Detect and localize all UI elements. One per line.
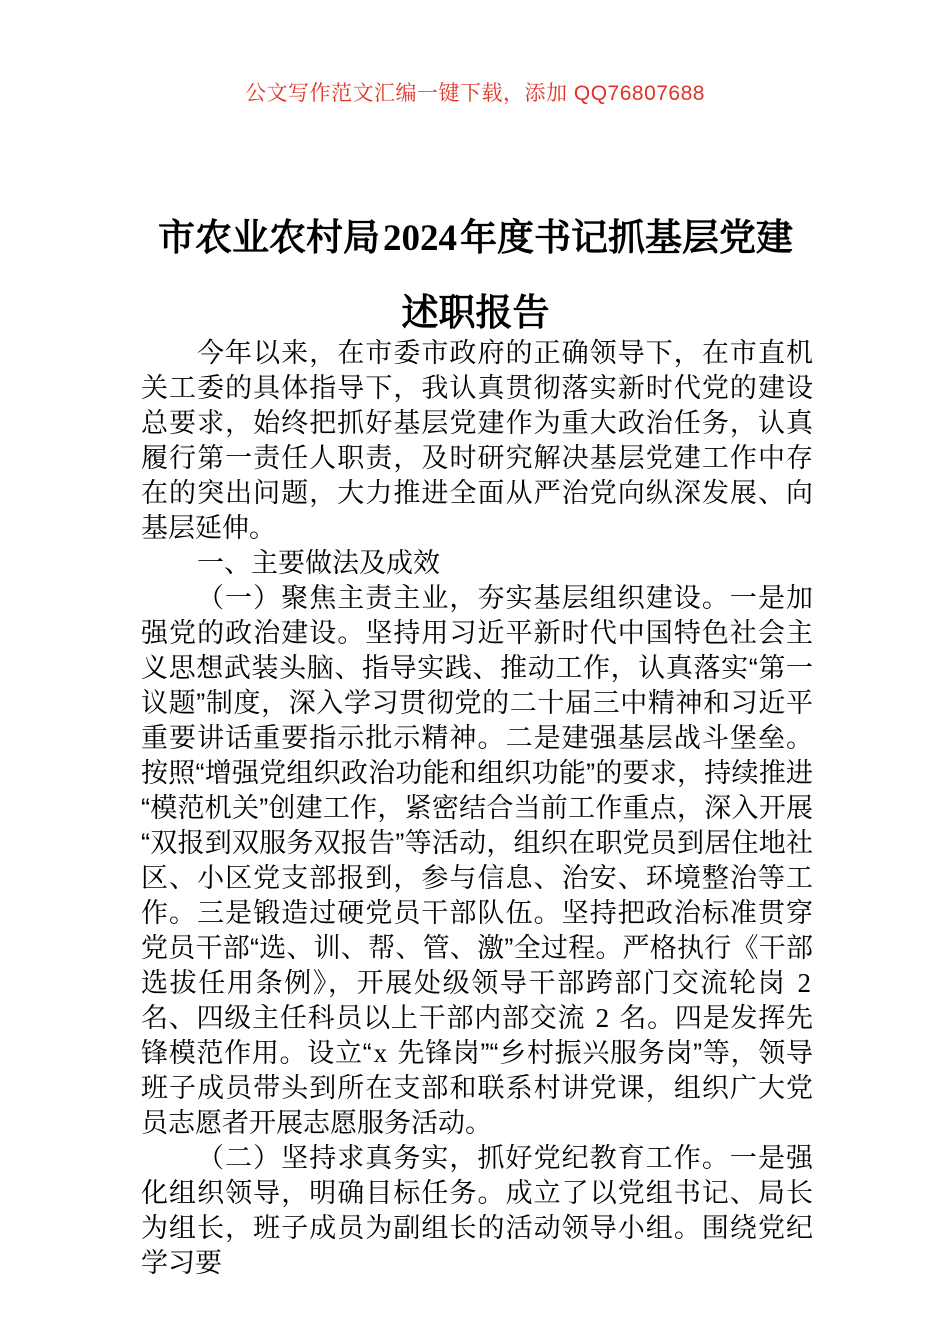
page-title-suffix: 年度书记抓基层党建述 bbox=[401, 216, 793, 333]
page-title-line-2: 职报告 bbox=[438, 291, 550, 333]
promo-banner-text: 公文写作范文汇编一键下载，添加 QQ76807688 bbox=[245, 82, 705, 105]
section-heading-one: 一、主要做法及成效 bbox=[197, 548, 440, 578]
paragraph-subsection-two: （二）坚持求真务实，抓好党纪教育工作。一是强化组织领导，明确目标任务。成立了以党组书记、局长为组长，班子成员为副组长的活动领导小组。围绕党纪学习要 bbox=[141, 1143, 813, 1278]
page-title bbox=[141, 201, 810, 350]
paragraph-opening: 今年以来，在市委市政府的正确领导下，在市直机关工委的具体指导下，我认真贯彻落实新时代党的建设总要求，始终把抓好基层党建作为重大政治任务，认真履行第一责任人职责，及时研究解决基层党建工作中存在的突出问题，大力推进全面从严治党向纵深发展、向基层延伸。 bbox=[141, 338, 813, 543]
promo-banner bbox=[0, 80, 950, 108]
paragraph-subsection-one: （一）聚焦主责主业，夯实基层组织建设。一是加强党的政治建设。坚持用习近平新时代中国特色社会主义思想武装头脑、指导实践、推动工作，认真落实“第一议题”制度，深入学习贯彻党的二十届三中精神和习近平重要讲话重要指示批示精神。二是建强基层战斗堡垒。按照“增强党组织政治功能和组织功能”的要求，持续推进“模范机关”创建工作，紧密结合当前工作重点，深入开展“双报到双服务双报告”等活动，组织在职党员到居住地社区、小区党支部报到，参与信息、治安、环境整治等工作。三是锻造过硬党员干部队伍。坚持把政治标准贯穿党员干部“选、训、帮、管、激”全过程。严格执行《干部选拔任用条例》，开展处级领导干部跨部门交流轮岗 2 名、四级主任科员以上干部内部交流 2 名。四是发挥先锋模范作用。设立“x 先锋岗”“乡村振兴服务岗”等，领导班子成员带头到所在支部和联系村讲党课，组织广大党员志愿者开展志愿服务活动。 bbox=[141, 583, 813, 1138]
page-title-prefix: 市农业农村局 bbox=[158, 216, 380, 258]
page-title-year: 2024 bbox=[383, 217, 457, 259]
document-body bbox=[141, 336, 813, 1281]
